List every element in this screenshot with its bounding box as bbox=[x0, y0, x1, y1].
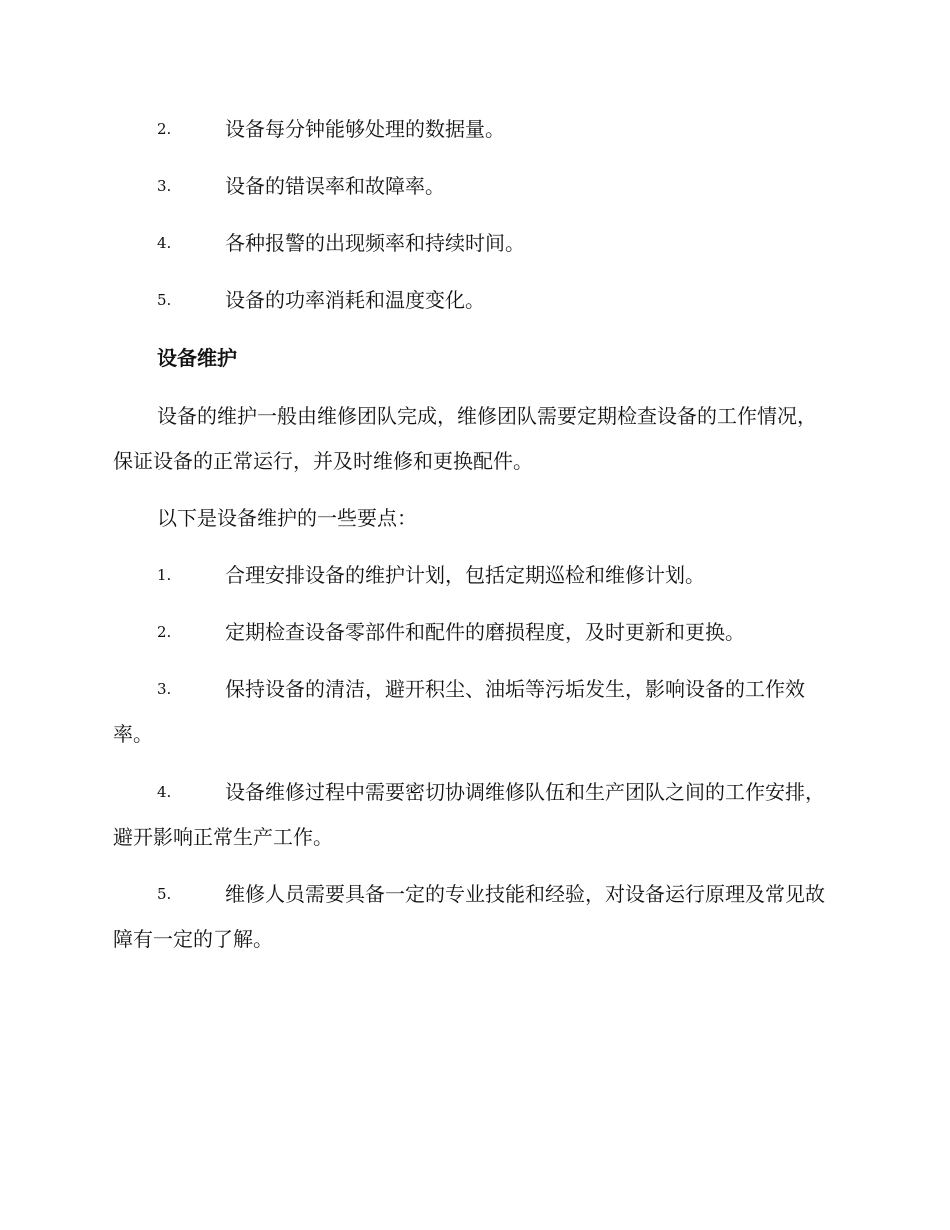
list-number: 3. bbox=[157, 680, 172, 698]
list-item bbox=[113, 107, 833, 152]
list-item-text: 合理安排设备的维护计划，包括定期巡检和维修计划。 bbox=[225, 563, 705, 587]
list-item bbox=[113, 221, 833, 266]
list-item bbox=[113, 667, 833, 757]
list-item-text: 保持设备的清洁，避开积尘、油垢等污垢发生，影响设备的工作效率。 bbox=[113, 677, 805, 746]
list-number: 4. bbox=[157, 783, 172, 801]
list-number: 5. bbox=[157, 291, 172, 309]
list-number: 4. bbox=[157, 234, 172, 252]
list-item bbox=[113, 278, 833, 323]
list-item-text: 设备的功率消耗和温度变化。 bbox=[225, 288, 485, 312]
list-item-text: 维修人员需要具备一定的专业技能和经验，对设备运行原理及常见故障有一定的了解。 bbox=[113, 882, 825, 951]
list-item bbox=[113, 872, 833, 962]
list-number: 3. bbox=[157, 177, 172, 195]
list-number: 2. bbox=[157, 623, 172, 641]
list-number: 1. bbox=[157, 566, 172, 584]
lead-in-text: 以下是设备维护的一些要点： bbox=[157, 506, 417, 530]
intro-paragraph: 设备的维护一般由维修团队完成，维修团队需要定期检查设备的工作情况，保证设备的正常运行，并及时维修和更换配件。 bbox=[113, 404, 817, 473]
list-item-text: 设备维修过程中需要密切协调维修队伍和生产团队之间的工作安排，避开影响正常生产工作。 bbox=[113, 780, 825, 849]
list-item-text: 各种报警的出现频率和持续时间。 bbox=[225, 231, 525, 255]
list-item-text: 设备每分钟能够处理的数据量。 bbox=[225, 117, 505, 141]
list-item bbox=[113, 553, 833, 598]
list-item bbox=[113, 164, 833, 209]
list-item-text: 设备的错误率和故障率。 bbox=[225, 174, 445, 198]
section-heading: 设备维护 bbox=[157, 346, 237, 370]
list-number: 5. bbox=[157, 885, 172, 903]
list-item-text: 定期检查设备零部件和配件的磨损程度，及时更新和更换。 bbox=[225, 620, 745, 644]
list-item bbox=[113, 770, 833, 860]
list-number: 2. bbox=[157, 120, 172, 138]
list-item bbox=[113, 610, 833, 655]
